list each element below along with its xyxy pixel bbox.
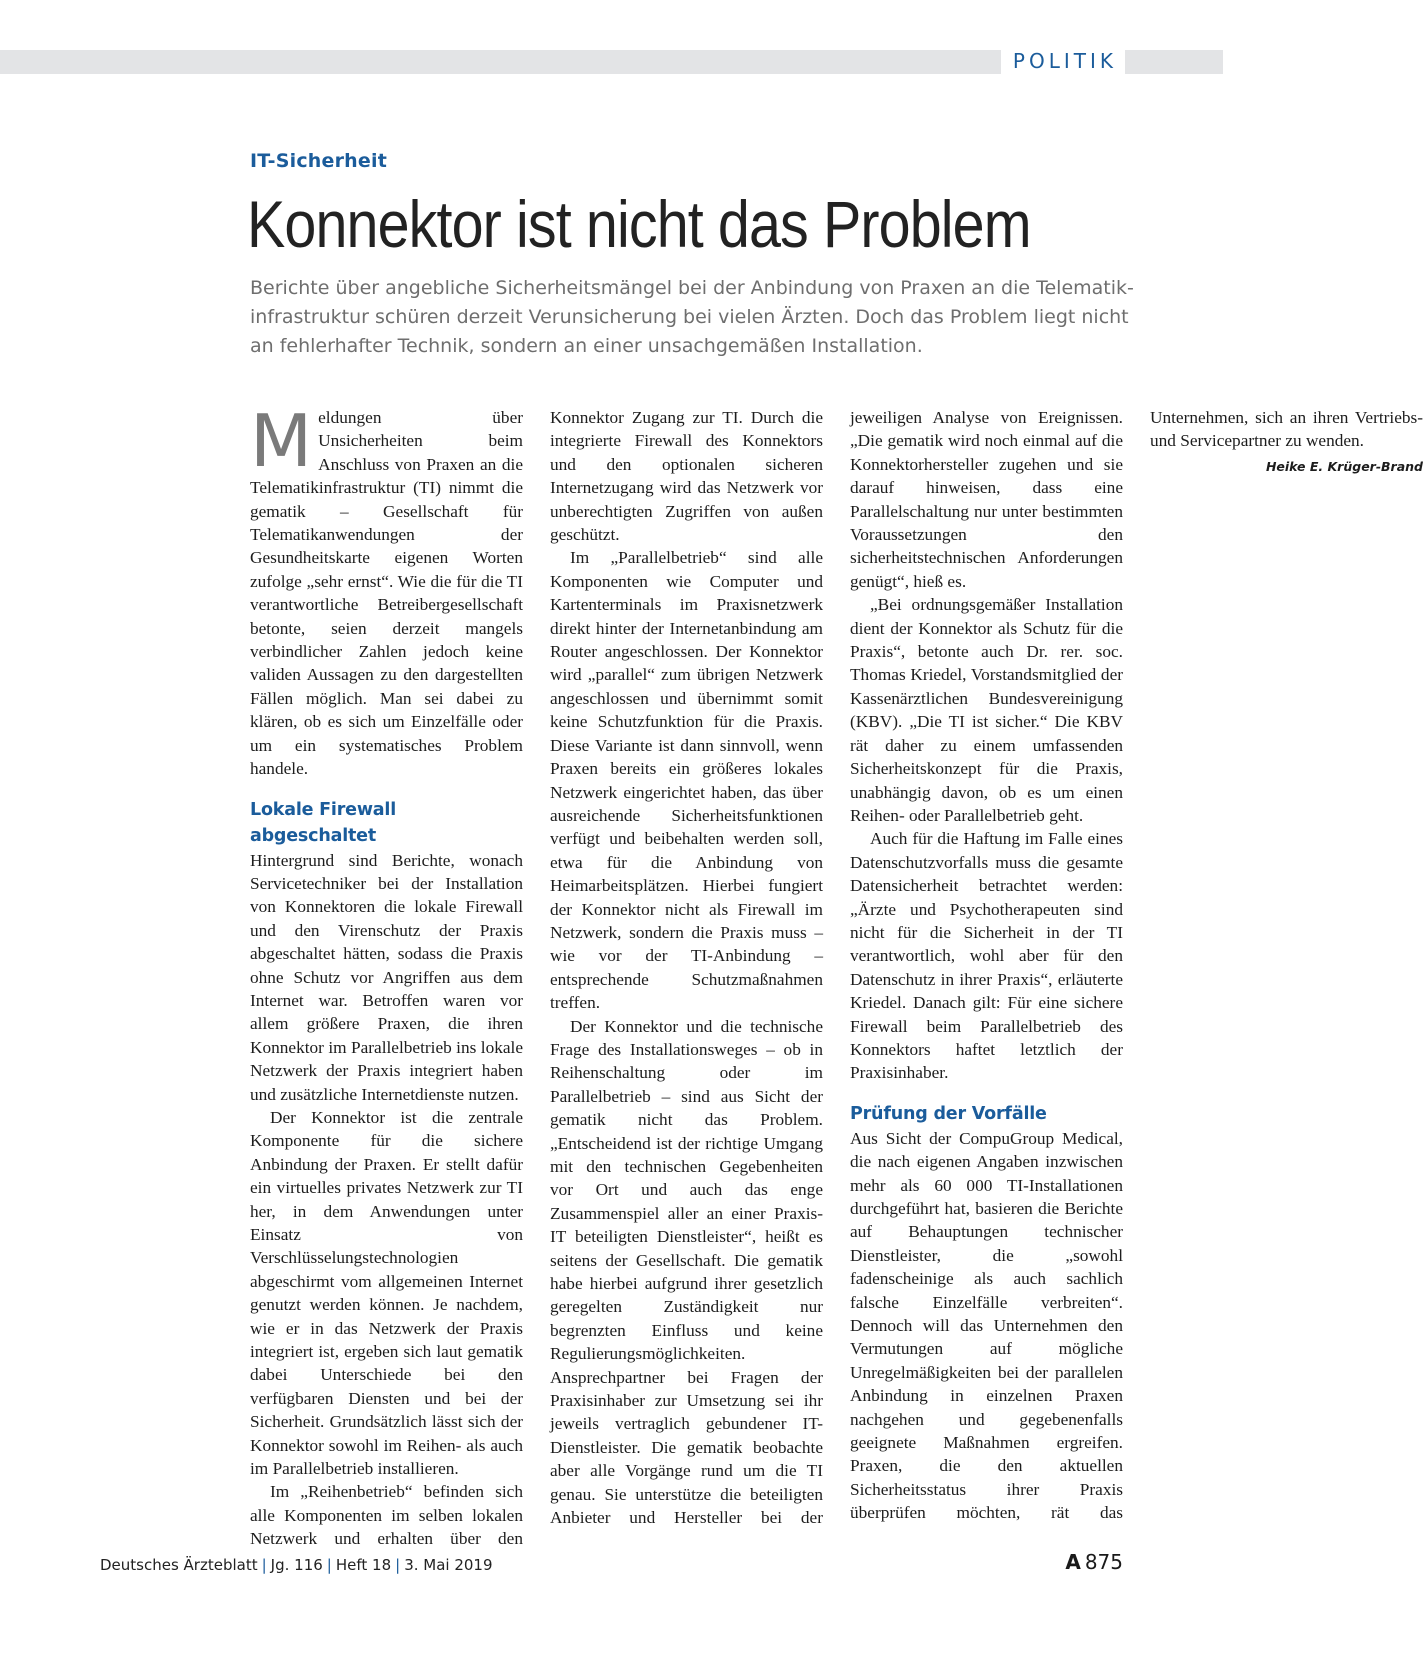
page-prefix: A: [1065, 1550, 1081, 1574]
volume: Jg. 116: [270, 1556, 323, 1574]
article-body: [250, 399, 1423, 1552]
article-title: Konnektor ist nicht das Problem: [247, 187, 1031, 261]
footer-citation: [100, 1556, 493, 1574]
page-number: [1065, 1550, 1123, 1574]
page-number-value: 875: [1084, 1550, 1123, 1574]
subheading-firewall: Lokale Firewall abgeschaltet: [250, 799, 397, 846]
separator: |: [395, 1556, 401, 1574]
paragraph-final-text: Aus Sicht der CompuGroup Medical, die nach eigenen Angaben inzwischen mehr als 60 000 TI-Installationen durchgeführt hat, basieren die Berichte auf Behauptungen technischer Dienstleister, die „sowohl fadenscheinige als auch sachlich falsche Einzelfälle verbreiten“. Dennoch will das Unternehmen den Vermutungen auf mögliche Unregelmäßigkeiten bei der parallelen Anbindung in einzelnen Praxen nachgehen und gegebenenfalls geeignete Maßnahmen ergreifen. Praxen, die den aktuellen Sicherheitsstatus ihrer Praxis überprüfen möchten, rät das Unternehmen, sich an ihren Vertriebs- und Servicepartner zu wenden.: [850, 408, 1423, 1523]
author-name: Heike E. Krüger-Brand: [1265, 458, 1423, 474]
paragraph: Im „Parallelbetrieb“ sind alle Komponenten wie Computer und Kartenterminals im Praxisnetzwerk direkt hinter der Internetanbindung am Router angeschlossen. Der Konnektor wird „parallel“ zum übrigen Netzwerk angeschlossen und übernimmt somit keine Schutzfunktion für die Praxis. Diese Variante ist dann sinnvoll, wenn Praxen bereits ein größeres lokales Netzwerk eingerichtet haben, das über ausreichende Sicherheitsfunktionen verfügt und beibehalten werden soll, etwa für die Anbindung von Heimarbeitsplätzen. Hierbei fungiert der Konnektor nicht als Firewall im Netzwerk, sondern die Praxis muss – wie vor der TI-Anbindung – entsprechende Schutzmaßnahmen treffen.: [550, 548, 823, 1013]
paragraph: Der Konnektor ist die zentrale Komponente für die sichere Anbindung der Praxen. Er stellt dafür ein virtuelles privates Netzwerk zur TI her, in dem Anwendungen unter Einsatz von Verschlüsselungstechnologien abgeschirmt vom allgemeinen Internet genutzt werden können. Je nachdem, wie er in das Netzwerk der Praxis integriert ist, ergeben sich laut gematik dabei Unterschiede bei den verfügbaren Diensten und bei der Sicherheit. Grundsätzlich lässt sich der Konnektor sowohl im Reihen- als auch im Parallelbetrieb installieren.: [250, 1107, 523, 1479]
subheading-vorfaelle: Prüfung der Vorfälle: [850, 1103, 1047, 1124]
separator: |: [326, 1556, 332, 1574]
paragraph-intro: [250, 399, 523, 781]
article-lead: Berichte über angebliche Sicherheitsmängel bei der Anbindung von Praxen an die Telematikinfrastruktur schüren derzeit Verunsicherung bei vielen Ärzten. Doch das Problem liegt nicht an fehlerhafter Technik, sondern an einer unsachgemäßen Installation.: [250, 277, 1134, 357]
paragraph: Auch für die Haftung im Falle eines Datenschutzvorfalls muss die gesamte Datensicherheit betrachtet werden: „Ärzte und Psychotherapeuten sind nicht für die Sicherheit in der TI verantwortlich, wohl aber für den Datenschutz in ihrer Praxis“, erläuterte Kriedel. Danach gilt: Für eine sichere Firewall beim Parallelbetrieb des Konnektors haftet letztlich der Praxisinhaber.: [850, 829, 1123, 1083]
paragraph: Hintergrund sind Berichte, wonach Servicetechniker bei der Installation von Konnektoren die lokale Firewall und den Virenschutz der Praxis abgeschaltet hätten, sodass die Praxis ohne Schutz vor Angriffen aus dem Internet war. Betroffen waren vor allem größere Praxen, die ihren Konnektor im Parallelbetrieb ins lokale Netzwerk der Praxis integriert haben und zusätzliche Internetdienste nutzen.: [250, 850, 523, 1104]
paragraph: Im „Reihenbetrieb“ befinden sich alle Komponenten im selben lokalen Netzwerk und erhalten über den Konnektor Zugang zur TI. Durch die integrierte Firewall des Konnektors und den optionalen sicheren Internetzugang wird das Netzwerk vor unberechtigten Zugriffen von außen geschützt.: [250, 408, 823, 1549]
issue: Heft 18: [335, 1556, 392, 1574]
separator: |: [261, 1556, 267, 1574]
drop-cap: M: [250, 399, 313, 483]
issue-date: 3. Mai 2019: [404, 1556, 493, 1574]
section-label: POLITIK: [1001, 46, 1125, 76]
paragraph: Der Konnektor und die technische Frage des Installationsweges – ob in Reihenschaltung oder im Parallelbetrieb – sind aus Sicht der gematik nicht das Problem. „Entscheidend ist der richtige Umgang mit den technischen Gegebenheiten vor Ort und auch das enge Zusammenspiel aller an einer Praxis-IT beteiligten Dienstleister“, heißt es seitens der Gesellschaft. Die gematik habe hierbei aufgrund ihrer gesetzlich geregelten Zuständigkeit nur begrenzten Einfluss und keine Regulierungsmöglichkeiten. Ansprechpartner bei Fragen der Praxisinhaber zur Umsetzung sei ihr jeweils vertraglich gebundener IT-Dienstleister. Die gematik beobachte aber alle Vorgänge rund um die TI genau. Sie unterstütze die beteiligten Anbieter und Hersteller bei der jeweiligen Analyse von Ereignissen. „Die gematik wird noch einmal auf die Konnektorhersteller zugehen und sie darauf hinweisen, dass eine Parallelschaltung nur unter bestimmten Voraussetzungen den sicherheitstechnischen Anforderungen genügt“, hieß es.: [550, 408, 1123, 1528]
paragraph: „Bei ordnungsgemäßer Installation dient der Konnektor als Schutz für die Praxis“, betonte auch Dr. rer. soc. Thomas Kriedel, Vorstandsmitglied der Kassenärztlichen Bundesvereinigung (KBV). „Die TI ist sicher.“ Die KBV rät daher zu einem umfassenden Sicherheitskonzept für die Praxis, unabhängig davon, ob es um einen Reihen- oder Parallelbetrieb geht.: [850, 595, 1123, 825]
paragraph-intro-text: eldungen über Unsicherheiten beim Anschluss von Praxen an die Telematikinfrastruktur (TI) nimmt die gematik – Gesellschaft für Telematikanwendungen der Gesundheitskarte eigenen Worten zufolge „sehr ernst“. Wie die für die TI verantwortliche Betreibergesellschaft betonte, seien derzeit mangels verbindlicher Zahlen jedoch keine validen Aussagen zu den dargestellten Fällen möglich. Man sei dabei zu klären, ob es sich um Einzelfälle oder um ein systematisches Problem handele.: [250, 408, 523, 779]
article-kicker: IT-Sicherheit: [250, 150, 387, 172]
journal-name: Deutsches Ärzteblatt: [100, 1556, 258, 1574]
